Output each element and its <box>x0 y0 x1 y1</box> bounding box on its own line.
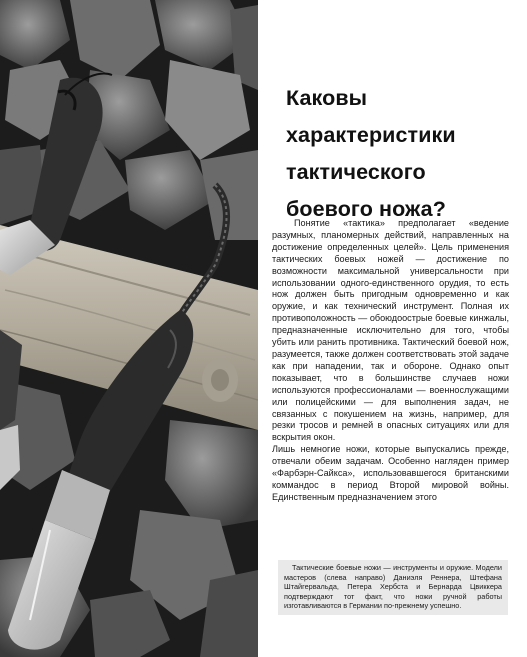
photo-caption-text: Тактические боевые ножи — инструменты и оружие. Модели мастеров (слева направо) Даниэля Реннера, Штефана Штайгервальда, Петера Хербста и Бернарда Цвиккера подтверждают тот факт, что ножи ручной работы изготавливаются в Германии по-прежнему успешно. <box>284 563 502 611</box>
photo-caption <box>278 560 508 615</box>
article-title-line-1: Каковы <box>286 86 368 110</box>
body-paragraph-2: Лишь немногие ножи, которые выпускались прежде, отвечали обеим задачам. Особенно нагляден пример «Фарбэрн-Сайкса», использовавшегося британскими коммандос в период Второй мировой войны. Единственным предназначением этого <box>272 444 509 502</box>
body-paragraph-1: Понятие «тактика» предполагает «ведение разумных, планомерных действий, направленных на достижение определенных целей». Цель применения тактических боевых ножей — достижение по возможности максимальной универсальности при использовании одного-единственного орудия, то есть нож должен быть пригодным одновременно и как оружие, и как технический инструмент. Полная их противоположность — обоюдоострые боевые кинжалы, предназначенные исключительно для того, чтобы убить или ранить противника. Тактический боевой нож, разумеется, также должен соответствовать этой задаче как при нападении, так и обороне. Однако опыт показывает, что в большинстве случаев ножи используются профессионалами — военнослужащими или полицейскими — для выполнения задач, не связанных с покушением на жизнь, например, для резки тросов и ремней в опасных ситуациях или для вскрытия окон. <box>272 218 509 443</box>
article-title-line-2: характеристики <box>286 123 456 147</box>
article-title-line-3: тактического <box>286 160 426 184</box>
article-title-line-4: боевого ножа? <box>286 197 446 221</box>
knives-photo-illustration <box>0 0 258 657</box>
article-body <box>272 218 509 504</box>
knives-photo <box>0 0 258 657</box>
article-title <box>286 80 518 228</box>
